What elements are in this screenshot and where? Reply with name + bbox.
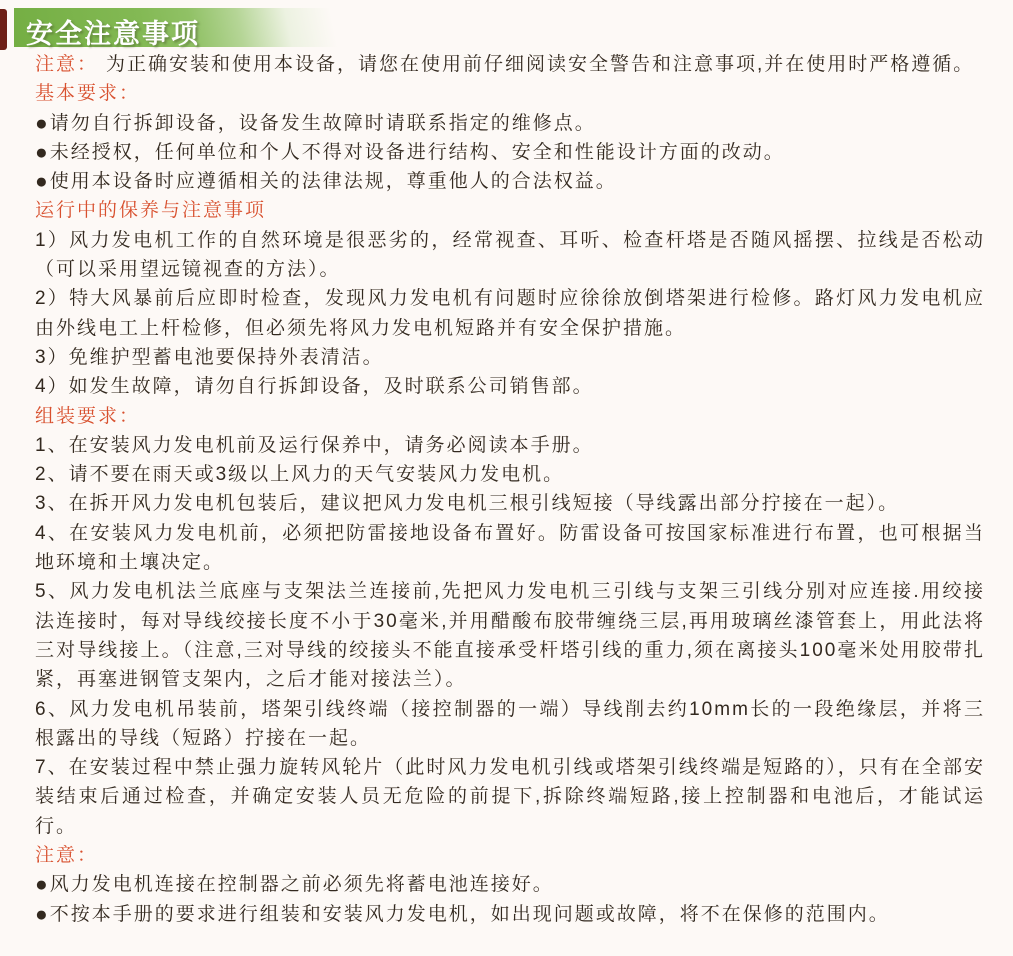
note-paragraph bbox=[35, 50, 985, 79]
section-header-final-note: 注意： bbox=[35, 845, 99, 867]
bullet-item bbox=[35, 900, 985, 929]
bullet-text: 不按本手册的要求进行组装和安装风力发电机，如出现问题或故障，将不在保修的范围内。 bbox=[49, 903, 890, 925]
bullet-icon: ● bbox=[35, 902, 48, 926]
bullet-text: 请勿自行拆卸设备，设备发生故障时请联系指定的维修点。 bbox=[49, 112, 596, 134]
bullet-text: 风力发电机连接在控制器之前必须先将蓄电池连接好。 bbox=[49, 874, 554, 896]
list-item: 4、在安装风力发电机前，必须把防雷接地设备布置好。防雷设备可按国家标准进行布置，也可根据当地环境和土壤决定。 bbox=[35, 522, 985, 574]
section-header-operation-maintenance: 运行中的保养与注意事项 bbox=[35, 200, 267, 222]
page-corner-mark bbox=[0, 9, 7, 50]
list-item: 2、请不要在雨天或3级以上风力的天气安装风力发电机。 bbox=[35, 464, 565, 486]
bullet-item bbox=[35, 870, 985, 899]
note-label: 注意： bbox=[35, 54, 99, 75]
list-item: 1、在安装风力发电机前及运行保养中，请务必阅读本手册。 bbox=[35, 434, 594, 456]
content-body bbox=[35, 50, 985, 929]
list-item: 3）免维护型蓄电池要保持外表清洁。 bbox=[35, 346, 384, 368]
bullet-icon: ● bbox=[35, 111, 48, 135]
list-item: 3、在拆开风力发电机包装后，建议把风力发电机三根引线短接（导线露出部分拧接在一起）。 bbox=[35, 493, 900, 515]
bullet-icon: ● bbox=[35, 170, 48, 194]
list-item: 6、风力发电机吊装前，塔架引线终端（接控制器的一端）导线削去约10mm长的一段绝缘层，并将三根露出的导线（短路）拧接在一起。 bbox=[35, 698, 985, 749]
bullet-text: 使用本设备时应遵循相关的法律法规，尊重他人的合法权益。 bbox=[49, 171, 617, 193]
bullet-text: 未经授权，任何单位和个人不得对设备进行结构、安全和性能设计方面的改动。 bbox=[49, 141, 785, 163]
list-item: 4）如发生故障，请勿自行拆卸设备，及时联系公司销售部。 bbox=[35, 376, 594, 398]
page-title: 安全注意事项 bbox=[26, 19, 200, 49]
section-header-assembly-requirements: 组装要求： bbox=[35, 405, 141, 427]
bullet-item bbox=[35, 109, 985, 138]
bullet-icon: ● bbox=[35, 873, 48, 897]
list-item: 1）风力发电机工作的自然环境是很恶劣的，经常视查、耳听、检查杆塔是否随风摇摆、拉线是否松动（可以采用望远镜视查的方法）。 bbox=[35, 229, 985, 281]
bullet-item bbox=[35, 167, 985, 196]
note-text: 为正确安装和使用本设备，请您在使用前仔细阅读安全警告和注意事项,并在使用时严格遵循。 bbox=[106, 54, 975, 75]
list-item: 2）特大风暴前后应即时检查，发现风力发电机有问题时应徐徐放倒塔架进行检修。路灯风力发电机应由外线电工上杆检修，但必须先将风力发电机短路并有安全保护措施。 bbox=[35, 288, 985, 339]
list-item: 7、在安装过程中禁止强力旋转风轮片（此时风力发电机引线或塔架引线终端是短路的），只有在全部安装结束后通过检查，并确定安装人员无危险的前提下,拆除终端短路,接上控制器和电池后，才能试运行。 bbox=[35, 757, 985, 837]
bullet-item bbox=[35, 138, 985, 167]
section-header-basic-requirements: 基本要求： bbox=[35, 83, 141, 105]
list-item: 5、风力发电机法兰底座与支架法兰连接前,先把风力发电机三引线与支架三引线分别对应连接.用绞接法连接时，每对导线绞接长度不小于30毫米,并用醋酸布胶带缠绕三层,再用玻璃丝漆管套上，用此法将三对导线接上。（注意,三对导线的绞接头不能直接承受杆塔引线的重力,须在离接头100毫米处用胶带扎紧，再塞进钢管支架内，之后才能对接法兰）。 bbox=[35, 581, 985, 691]
bullet-icon: ● bbox=[35, 140, 48, 164]
section-banner bbox=[14, 8, 354, 47]
